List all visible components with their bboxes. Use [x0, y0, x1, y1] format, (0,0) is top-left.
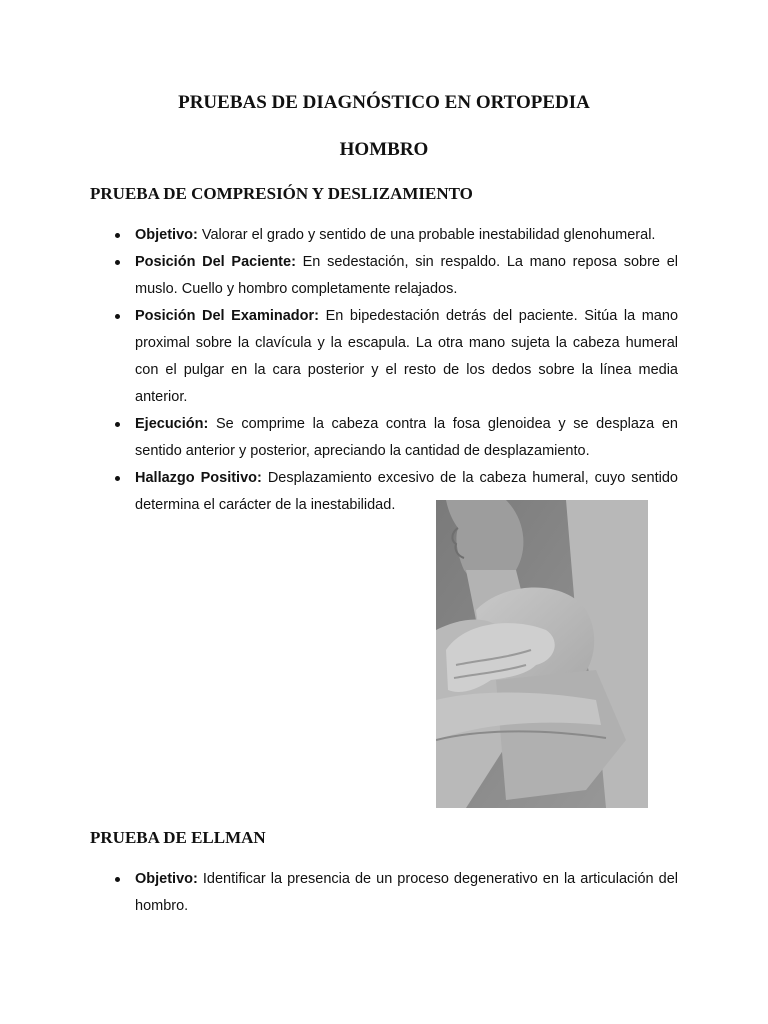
item-text: Identificar la presencia de un proceso degenerativo en la articulación del hombro.: [135, 871, 678, 914]
list-item-execution: [135, 411, 678, 465]
photo-illustration: [436, 500, 648, 808]
ellman-test-list: [135, 866, 678, 920]
item-text: En sedestación, sin respaldo. La mano reposa sobre el muslo. Cuello y hombro completamente relajados.: [135, 254, 678, 297]
list-item-patient-position: [135, 249, 678, 303]
item-text: En bipedestación detrás del paciente. Sitúa la mano proximal sobre la clavícula y la escapula. La otra mano sujeta la cabeza humeral con el pulgar en la cara posterior y el resto de los dedos sobre la línea media anterior.: [135, 308, 679, 405]
shoulder-exam-photo: [436, 500, 648, 808]
compression-test-list: [135, 222, 678, 519]
item-label: Ejecución:: [135, 416, 209, 432]
section-heading-compression: PRUEBA DE COMPRESIÓN Y DESLIZAMIENTO: [90, 184, 473, 203]
section-heading-ellman: PRUEBA DE ELLMAN: [90, 828, 266, 847]
item-text: Desplazamiento excesivo de la cabeza humeral, cuyo sentido determina el carácter de la inestabilidad.: [135, 470, 678, 513]
list-item-examiner-position: [135, 303, 678, 411]
item-label: Objetivo:: [135, 227, 198, 243]
item-label: Posición Del Examinador:: [135, 308, 319, 324]
item-label: Hallazgo Positivo:: [135, 470, 262, 486]
item-label: Posición Del Paciente:: [135, 254, 296, 270]
list-item-objective: [135, 866, 678, 920]
document-title: PRUEBAS DE DIAGNÓSTICO EN ORTOPEDIA: [178, 92, 590, 113]
document-subtitle: HOMBRO: [339, 139, 429, 160]
item-label: Objetivo:: [135, 871, 198, 887]
item-text: Se comprime la cabeza contra la fosa glenoidea y se desplaza en sentido anterior y posterior, apreciando la cantidad de desplazamiento.: [135, 416, 678, 459]
item-text: Valorar el grado y sentido de una probable inestabilidad glenohumeral.: [201, 227, 656, 243]
list-item-objective: [135, 222, 678, 249]
